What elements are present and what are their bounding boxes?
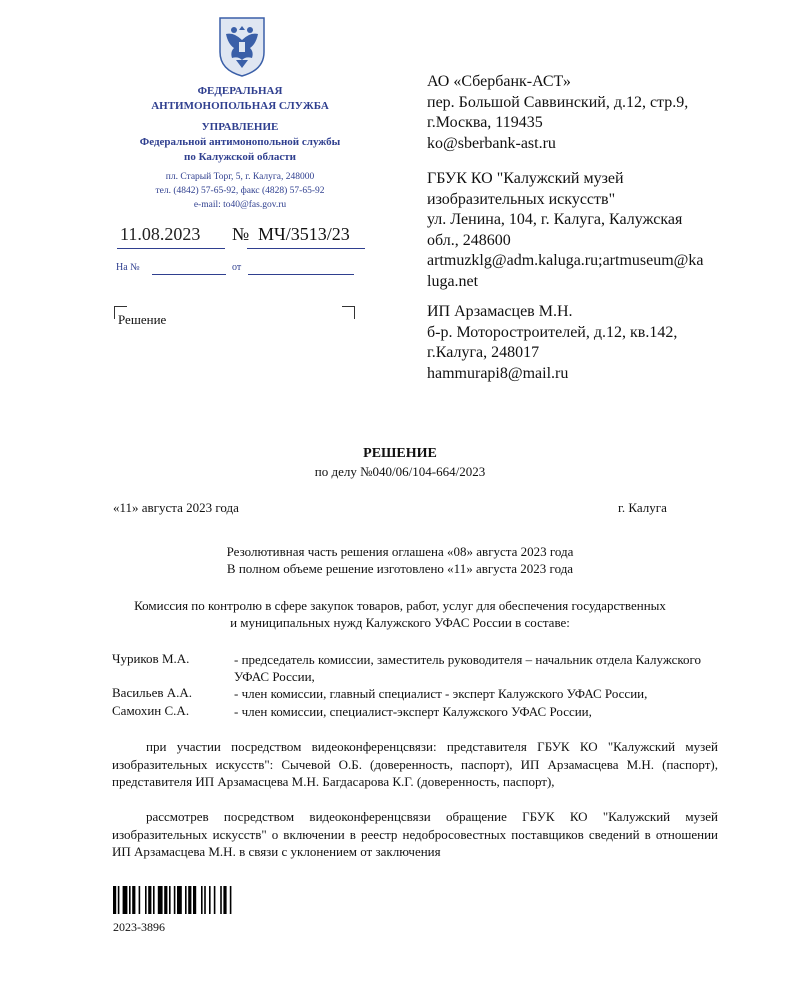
subject-corner-right: [342, 306, 355, 319]
recipient-line: пер. Большой Саввинский, д.12, стр.9,: [427, 93, 689, 111]
letterhead-phone: тел. (4842) 57-65-92, факс (4828) 57-65-92: [155, 186, 325, 196]
commission-intro: Комиссия по контролю в сфере закупок товаров, работ, услуг для обеспечения государственных и муниципальных нужд Калужского УФАС России в составе:: [134, 598, 666, 630]
member-name: Чуриков М.А.: [112, 651, 190, 666]
document-date: 11.08.2023: [120, 224, 201, 244]
agency-line-1: ФЕДЕРАЛЬНАЯ: [197, 85, 283, 97]
dept-line-2: Федеральной антимонопольной службы: [139, 136, 341, 148]
barcode-bar: [177, 886, 182, 914]
announcement: [0, 543, 800, 577]
recipient-email[interactable]: artmuzklg@adm.kaluga.ru;artmuseum@ka: [427, 252, 704, 269]
barcode-bar: [118, 886, 120, 914]
case-number: по делу №040/06/104-664/2023: [314, 464, 486, 479]
barcode-bar: [174, 886, 176, 914]
barcode-bar: [148, 886, 151, 914]
barcode-bar: [214, 886, 216, 914]
recipient-line: изобразительных искусств": [427, 190, 616, 208]
barcode-bar: [113, 886, 116, 914]
reference-date-field: [248, 274, 354, 275]
barcode-bar: [169, 886, 171, 914]
number-underline: [247, 248, 365, 249]
recipient-line: АО «Сбербанк-АСТ»: [427, 73, 571, 90]
barcode-bar: [129, 886, 131, 914]
barcode-bar: [209, 886, 211, 914]
dept-line-3: по Калужской области: [183, 151, 296, 163]
number-sign: №: [232, 224, 250, 244]
recipient-line: г.Калуга, 248017: [427, 344, 540, 361]
recipient-line: ул. Ленина, 104, г. Калуга, Калужская: [427, 211, 683, 228]
decision-title: РЕШЕНИЕ: [363, 446, 437, 461]
recipient-line: ГБУК КО "Калужский музей: [427, 170, 624, 187]
barcode-bar: [188, 886, 191, 914]
recipient-line: б-р. Моторостроителей, д.12, кв.142,: [427, 323, 678, 341]
date-underline: [117, 248, 225, 249]
recipient-line: ИП Арзамасцев М.Н.: [427, 303, 573, 320]
barcode-icon: [113, 886, 273, 914]
participation-paragraph: при участии посредством видеоконференцсвязи: представителя ГБУК КО "Калужский музей изобразительных искусств": Сычевой О.Б. (доверенность, паспорт), ИП Арзамасцева М.Н. (паспорт), представителя ИП Арзамасцева М.Н. Багдасарова К.Г. (доверенность, паспорт),: [112, 739, 718, 789]
barcode-bar: [164, 886, 167, 914]
recipient-line: обл., 248600: [427, 231, 511, 249]
reference-number-field: [152, 274, 226, 275]
barcode-bar: [223, 886, 226, 914]
agency-line-2: АНТИМОНОПОЛЬНАЯ СЛУЖБА: [151, 100, 329, 112]
letterhead-contacts: [110, 170, 370, 212]
barcode-bar: [185, 886, 187, 914]
consideration-paragraph: рассмотрев посредством видеоконференцсвязи обращение ГБУК КО "Калужский музей изобразительных искусств" о включении в реестр недобросовестных поставщиков сведений в отношении ИП Арзамасцева М.Н. в связи с уклонением от заключения: [112, 809, 718, 859]
decision-place: г. Калуга: [618, 500, 667, 515]
barcode-bar: [139, 886, 141, 914]
barcode-label: 2023-3896: [113, 920, 165, 934]
document-subject: Решение: [118, 312, 167, 327]
recipient-block: [427, 169, 737, 292]
member-name: Васильев А.А.: [112, 685, 193, 700]
announcement-line-2: В полном объеме решение изготовлено «11» августа 2023 года: [226, 561, 574, 576]
recipient-email[interactable]: ko@sberbank-ast.ru: [427, 134, 556, 152]
recipient-line: г.Москва, 119435: [427, 114, 543, 131]
barcode-bar: [132, 886, 135, 914]
agency-name: [120, 84, 360, 114]
member-name: Самохин С.А.: [112, 703, 190, 718]
dept-line-1: УПРАВЛЕНИЕ: [201, 121, 279, 133]
recipient-email[interactable]: hammurapi8@mail.ru: [427, 364, 569, 382]
barcode-bar: [201, 886, 203, 914]
member-role: - член комиссии, главный специалист - эксперт Калужского УФАС России,: [234, 686, 648, 701]
barcode-bar: [230, 886, 232, 914]
member-role: - председатель комиссии, заместитель руководителя – начальник отдела Калужского УФАС России,: [234, 652, 702, 684]
reference-from-label: от: [232, 262, 242, 273]
barcode-bar: [204, 886, 206, 914]
recipient-email[interactable]: luga.net: [427, 272, 479, 290]
recipient-block: [427, 72, 737, 154]
reference-label: На №: [116, 262, 140, 273]
recipient-block: [427, 302, 737, 384]
barcode-bar: [193, 886, 196, 914]
decision-date: «11» августа 2023 года: [113, 500, 239, 515]
document-number: МЧ/3513/23: [258, 224, 350, 244]
barcode-bar: [220, 886, 222, 914]
letterhead-address: пл. Старый Торг, 5, г. Калуга, 248000: [165, 172, 315, 182]
barcode-bar: [153, 886, 155, 914]
member-role: - член комиссии, специалист-эксперт Калужского УФАС России,: [234, 704, 592, 719]
barcode-bar: [145, 886, 147, 914]
announcement-line-1: Резолютивная часть решения оглашена «08» августа 2023 года: [226, 544, 574, 559]
letterhead-email[interactable]: e-mail: to40@fas.gov.ru: [193, 200, 287, 210]
barcode-bar: [158, 886, 163, 914]
department-name: [110, 120, 370, 165]
emblem-icon: [214, 12, 270, 78]
barcode-bar: [123, 886, 128, 914]
